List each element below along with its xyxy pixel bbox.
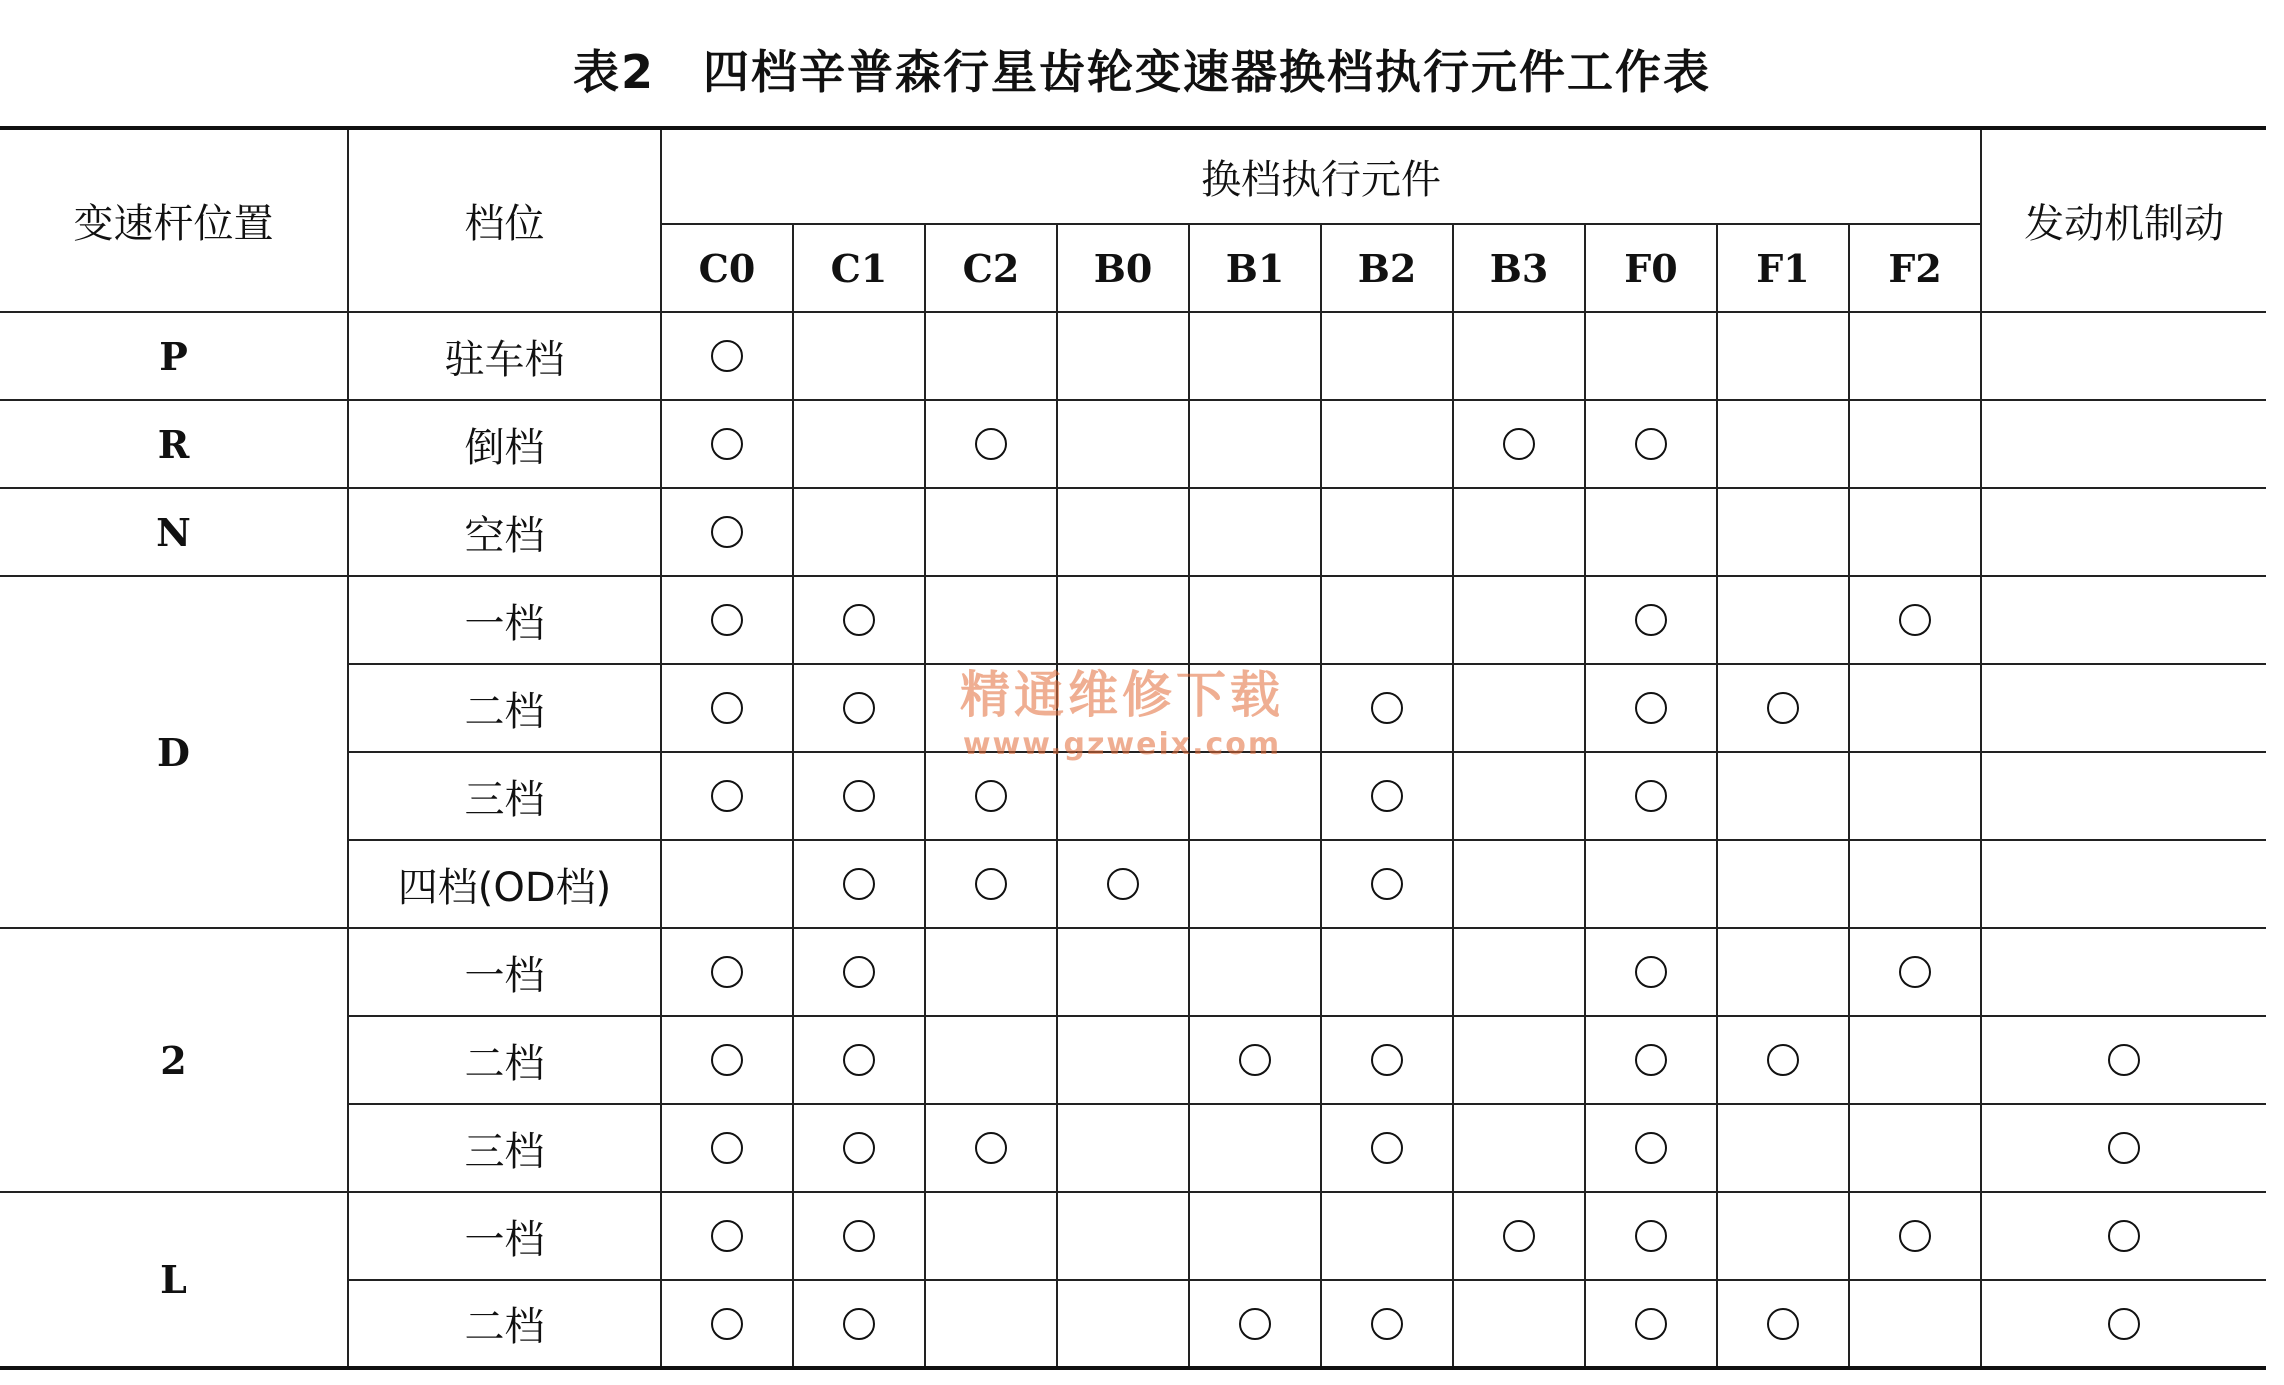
- engine-brake-cell: [1981, 576, 2266, 664]
- element-cell-b3: [1453, 928, 1585, 1016]
- gear-cell: 驻车档: [348, 312, 661, 400]
- engaged-circle-icon: [1371, 692, 1403, 724]
- engaged-circle-icon: [1635, 1132, 1667, 1164]
- element-cell-c1: [793, 400, 925, 488]
- element-cell-b3: [1453, 1104, 1585, 1192]
- element-cell-f2: [1849, 1104, 1981, 1192]
- element-cell-c0: [661, 1280, 793, 1368]
- element-cell-b2: [1321, 400, 1453, 488]
- table-row: [0, 576, 2266, 664]
- lever-position-cell: P: [0, 312, 348, 400]
- element-cell-f0: [1585, 664, 1717, 752]
- engaged-circle-icon: [2108, 1308, 2140, 1340]
- element-cell-c2: [925, 312, 1057, 400]
- element-cell-c2: [925, 1104, 1057, 1192]
- element-cell-b1: [1189, 400, 1321, 488]
- element-cell-f2: [1849, 752, 1981, 840]
- engaged-circle-icon: [1239, 1308, 1271, 1340]
- element-cell-c1: [793, 752, 925, 840]
- element-cell-f0: [1585, 312, 1717, 400]
- element-cell-c0: [661, 312, 793, 400]
- element-cell-c2: [925, 664, 1057, 752]
- element-cell-c1: [793, 840, 925, 928]
- element-cell-b3: [1453, 664, 1585, 752]
- lever-position-cell: D: [0, 576, 348, 928]
- element-cell-f2: [1849, 1192, 1981, 1280]
- engaged-circle-icon: [1371, 868, 1403, 900]
- engaged-circle-icon: [975, 780, 1007, 812]
- element-cell-f1: [1717, 840, 1849, 928]
- element-cell-f2: [1849, 664, 1981, 752]
- watermark-url: www.gzweix.com: [962, 727, 1282, 762]
- element-cell-f0: [1585, 1280, 1717, 1368]
- header-code-c2: C2: [925, 224, 1057, 312]
- lever-position-cell: L: [0, 1192, 348, 1368]
- element-cell-f2: [1849, 576, 1981, 664]
- engaged-circle-icon: [2108, 1220, 2140, 1252]
- engaged-circle-icon: [843, 1132, 875, 1164]
- element-cell-f1: [1717, 488, 1849, 576]
- engaged-circle-icon: [843, 868, 875, 900]
- element-cell-b1: [1189, 1104, 1321, 1192]
- element-cell-b3: [1453, 400, 1585, 488]
- element-cell-b0: [1057, 752, 1189, 840]
- element-cell-f0: [1585, 1016, 1717, 1104]
- engine-brake-cell: [1981, 840, 2266, 928]
- watermark-text: 精通维修下载: [960, 666, 1284, 724]
- element-cell-b1: [1189, 752, 1321, 840]
- engine-brake-cell: [1981, 1192, 2266, 1280]
- engine-brake-cell: [1981, 928, 2266, 1016]
- element-cell-f0: [1585, 1104, 1717, 1192]
- engaged-circle-icon: [1635, 1044, 1667, 1076]
- element-cell-f2: [1849, 840, 1981, 928]
- table-row: [0, 488, 2266, 576]
- element-cell-f1: [1717, 1280, 1849, 1368]
- element-cell-c2: [925, 1016, 1057, 1104]
- lever-position-cell: R: [0, 400, 348, 488]
- element-cell-b0: [1057, 1104, 1189, 1192]
- element-cell-b0: [1057, 1280, 1189, 1368]
- element-cell-c2: [925, 1192, 1057, 1280]
- engine-brake-cell: [1981, 664, 2266, 752]
- engaged-circle-icon: [1635, 428, 1667, 460]
- table-row: [0, 312, 2266, 400]
- element-cell-c0: [661, 576, 793, 664]
- engaged-circle-icon: [843, 1308, 875, 1340]
- element-cell-c1: [793, 576, 925, 664]
- gear-cell: 三档: [348, 1104, 661, 1192]
- gear-cell: 倒档: [348, 400, 661, 488]
- engaged-circle-icon: [1635, 1220, 1667, 1252]
- element-cell-b2: [1321, 576, 1453, 664]
- element-cell-f0: [1585, 752, 1717, 840]
- element-cell-b1: [1189, 488, 1321, 576]
- engaged-circle-icon: [843, 956, 875, 988]
- engine-brake-cell: [1981, 752, 2266, 840]
- engaged-circle-icon: [711, 1220, 743, 1252]
- gear-cell: 空档: [348, 488, 661, 576]
- header-code-b3: B3: [1453, 224, 1585, 312]
- element-cell-c0: [661, 752, 793, 840]
- element-cell-b3: [1453, 1192, 1585, 1280]
- element-cell-f0: [1585, 488, 1717, 576]
- element-cell-f2: [1849, 312, 1981, 400]
- engaged-circle-icon: [1503, 428, 1535, 460]
- element-cell-f0: [1585, 400, 1717, 488]
- gear-cell: 三档: [348, 752, 661, 840]
- engaged-circle-icon: [843, 1044, 875, 1076]
- table-row: [0, 400, 2266, 488]
- element-cell-b0: [1057, 664, 1189, 752]
- element-cell-f1: [1717, 752, 1849, 840]
- element-cell-b0: [1057, 488, 1189, 576]
- engaged-circle-icon: [1767, 692, 1799, 724]
- engaged-circle-icon: [711, 604, 743, 636]
- element-cell-f1: [1717, 1016, 1849, 1104]
- engaged-circle-icon: [1371, 1044, 1403, 1076]
- element-cell-c1: [793, 1280, 925, 1368]
- engaged-circle-icon: [2108, 1132, 2140, 1164]
- element-cell-f1: [1717, 576, 1849, 664]
- element-cell-c1: [793, 488, 925, 576]
- header-lever-position: 变速杆位置: [0, 128, 348, 312]
- element-cell-b0: [1057, 1016, 1189, 1104]
- element-cell-c2: [925, 752, 1057, 840]
- element-cell-c1: [793, 1104, 925, 1192]
- engine-brake-cell: [1981, 1280, 2266, 1368]
- engaged-circle-icon: [1371, 1308, 1403, 1340]
- element-cell-b2: [1321, 752, 1453, 840]
- element-cell-b2: [1321, 840, 1453, 928]
- element-cell-c0: [661, 488, 793, 576]
- engaged-circle-icon: [1635, 604, 1667, 636]
- engaged-circle-icon: [843, 1220, 875, 1252]
- element-cell-b1: [1189, 928, 1321, 1016]
- element-cell-c2: [925, 400, 1057, 488]
- header-code-b2: B2: [1321, 224, 1453, 312]
- element-cell-b3: [1453, 752, 1585, 840]
- element-cell-f0: [1585, 928, 1717, 1016]
- engaged-circle-icon: [975, 1132, 1007, 1164]
- element-cell-f0: [1585, 1192, 1717, 1280]
- engine-brake-cell: [1981, 400, 2266, 488]
- element-cell-b1: [1189, 664, 1321, 752]
- element-cell-b0: [1057, 928, 1189, 1016]
- element-cell-b3: [1453, 1280, 1585, 1368]
- element-cell-f2: [1849, 928, 1981, 1016]
- element-cell-c0: [661, 928, 793, 1016]
- engaged-circle-icon: [711, 340, 743, 372]
- element-cell-c2: [925, 840, 1057, 928]
- engaged-circle-icon: [711, 1044, 743, 1076]
- gear-cell: 一档: [348, 576, 661, 664]
- element-cell-b1: [1189, 1280, 1321, 1368]
- element-cell-b1: [1189, 1192, 1321, 1280]
- element-cell-b3: [1453, 576, 1585, 664]
- element-cell-b2: [1321, 312, 1453, 400]
- engaged-circle-icon: [1635, 1308, 1667, 1340]
- shift-element-table: [0, 126, 2266, 1370]
- engaged-circle-icon: [1899, 956, 1931, 988]
- gear-cell: 二档: [348, 1016, 661, 1104]
- element-cell-c2: [925, 1280, 1057, 1368]
- element-cell-c1: [793, 928, 925, 1016]
- header-code-f0: F0: [1585, 224, 1717, 312]
- element-cell-b0: [1057, 312, 1189, 400]
- lever-position-cell: 2: [0, 928, 348, 1192]
- element-cell-b1: [1189, 840, 1321, 928]
- element-cell-b0: [1057, 576, 1189, 664]
- element-cell-b3: [1453, 312, 1585, 400]
- element-cell-c2: [925, 576, 1057, 664]
- element-cell-b3: [1453, 840, 1585, 928]
- element-cell-f0: [1585, 840, 1717, 928]
- element-cell-f1: [1717, 664, 1849, 752]
- element-cell-b0: [1057, 400, 1189, 488]
- engine-brake-cell: [1981, 488, 2266, 576]
- header-shift-elements: 换档执行元件: [661, 128, 1981, 224]
- engine-brake-cell: [1981, 1104, 2266, 1192]
- header-code-b0: B0: [1057, 224, 1189, 312]
- engaged-circle-icon: [1635, 780, 1667, 812]
- element-cell-f2: [1849, 1280, 1981, 1368]
- element-cell-f1: [1717, 400, 1849, 488]
- engaged-circle-icon: [843, 692, 875, 724]
- element-cell-b2: [1321, 928, 1453, 1016]
- element-cell-b1: [1189, 1016, 1321, 1104]
- engaged-circle-icon: [1899, 604, 1931, 636]
- engaged-circle-icon: [2108, 1044, 2140, 1076]
- engine-brake-cell: [1981, 1016, 2266, 1104]
- element-cell-b1: [1189, 312, 1321, 400]
- element-cell-b2: [1321, 488, 1453, 576]
- engaged-circle-icon: [1635, 956, 1667, 988]
- element-cell-b0: [1057, 1192, 1189, 1280]
- engaged-circle-icon: [711, 516, 743, 548]
- element-cell-b3: [1453, 488, 1585, 576]
- element-cell-c0: [661, 1016, 793, 1104]
- engaged-circle-icon: [1503, 1220, 1535, 1252]
- engaged-circle-icon: [711, 1132, 743, 1164]
- element-cell-c2: [925, 928, 1057, 1016]
- element-cell-c0: [661, 840, 793, 928]
- engaged-circle-icon: [711, 692, 743, 724]
- table-row: [0, 928, 2266, 1016]
- engaged-circle-icon: [1899, 1220, 1931, 1252]
- gear-cell: 二档: [348, 1280, 661, 1368]
- engaged-circle-icon: [975, 868, 1007, 900]
- element-cell-f1: [1717, 1192, 1849, 1280]
- engaged-circle-icon: [711, 1308, 743, 1340]
- element-cell-b0: [1057, 840, 1189, 928]
- element-cell-c2: [925, 488, 1057, 576]
- gear-cell: 二档: [348, 664, 661, 752]
- element-cell-c0: [661, 664, 793, 752]
- element-cell-c0: [661, 1104, 793, 1192]
- engaged-circle-icon: [1767, 1308, 1799, 1340]
- element-cell-c1: [793, 1192, 925, 1280]
- engaged-circle-icon: [711, 956, 743, 988]
- element-cell-b1: [1189, 576, 1321, 664]
- element-cell-b2: [1321, 1280, 1453, 1368]
- element-cell-b3: [1453, 1016, 1585, 1104]
- element-cell-f1: [1717, 312, 1849, 400]
- header-code-b1: B1: [1189, 224, 1321, 312]
- engaged-circle-icon: [1239, 1044, 1271, 1076]
- element-cell-b2: [1321, 1192, 1453, 1280]
- header-engine-brake: 发动机制动: [1981, 128, 2266, 312]
- element-cell-c0: [661, 1192, 793, 1280]
- engaged-circle-icon: [843, 604, 875, 636]
- element-cell-b2: [1321, 1104, 1453, 1192]
- engaged-circle-icon: [1371, 780, 1403, 812]
- element-cell-b2: [1321, 1016, 1453, 1104]
- element-cell-b2: [1321, 664, 1453, 752]
- gear-cell: 一档: [348, 1192, 661, 1280]
- gear-cell: 一档: [348, 928, 661, 1016]
- header-code-f2: F2: [1849, 224, 1981, 312]
- element-cell-f2: [1849, 488, 1981, 576]
- element-cell-c1: [793, 1016, 925, 1104]
- element-cell-f2: [1849, 1016, 1981, 1104]
- engaged-circle-icon: [1107, 868, 1139, 900]
- header-code-c1: C1: [793, 224, 925, 312]
- engine-brake-cell: [1981, 312, 2266, 400]
- engaged-circle-icon: [843, 780, 875, 812]
- element-cell-f1: [1717, 1104, 1849, 1192]
- engaged-circle-icon: [1635, 692, 1667, 724]
- element-cell-c1: [793, 664, 925, 752]
- element-cell-f1: [1717, 928, 1849, 1016]
- header-code-f1: F1: [1717, 224, 1849, 312]
- table-title: 表2 四档辛普森行星齿轮变速器换档执行元件工作表: [572, 45, 1711, 99]
- lever-position-cell: N: [0, 488, 348, 576]
- engaged-circle-icon: [1371, 1132, 1403, 1164]
- gear-cell: 四档(OD档): [348, 840, 661, 928]
- table-row: [0, 1192, 2266, 1280]
- header-code-c0: C0: [661, 224, 793, 312]
- element-cell-f0: [1585, 576, 1717, 664]
- engaged-circle-icon: [1767, 1044, 1799, 1076]
- engaged-circle-icon: [975, 428, 1007, 460]
- element-cell-c0: [661, 400, 793, 488]
- engaged-circle-icon: [711, 780, 743, 812]
- engaged-circle-icon: [711, 428, 743, 460]
- header-gear: 档位: [348, 128, 661, 312]
- element-cell-f2: [1849, 400, 1981, 488]
- element-cell-c1: [793, 312, 925, 400]
